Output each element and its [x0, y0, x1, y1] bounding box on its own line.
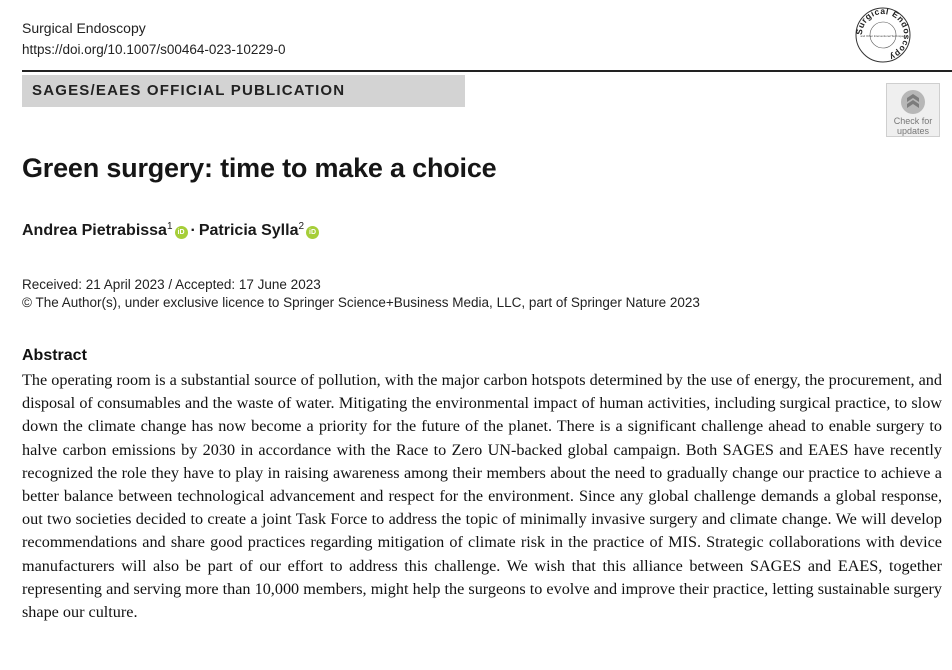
- author-name[interactable]: Andrea Pietrabissa: [22, 222, 167, 239]
- publication-banner: SAGES/EAES OFFICIAL PUBLICATION: [22, 75, 465, 107]
- author-name[interactable]: Patricia Sylla: [198, 222, 299, 239]
- affiliation-number: 1: [166, 221, 173, 232]
- check-updates-line2: updates: [896, 126, 930, 136]
- author-list: [22, 221, 319, 240]
- orcid-icon[interactable]: iD: [175, 226, 188, 239]
- header-rule: [22, 70, 952, 72]
- logo-subtitle: and Other Interventional Techniques: [860, 34, 906, 38]
- check-for-updates-button[interactable]: [886, 83, 940, 137]
- article-title: Green surgery: time to make a choice: [22, 153, 497, 183]
- journal-logo: [852, 4, 914, 66]
- check-updates-line1: Check for: [893, 116, 933, 126]
- author-separator: ·: [190, 222, 196, 239]
- copyright-notice: © The Author(s), under exclusive licence to Springer Science+Business Media, LLC, part of Springer Nature 2023: [22, 295, 700, 310]
- orcid-icon[interactable]: iD: [306, 226, 319, 239]
- affiliation-number: 2: [298, 221, 305, 232]
- article-dates: Received: 21 April 2023 / Accepted: 17 June 2023: [22, 277, 321, 292]
- doi-link[interactable]: https://doi.org/10.1007/s00464-023-10229-0: [22, 42, 286, 57]
- journal-name: Surgical Endoscopy: [22, 20, 146, 36]
- logo-title: Surgical Endoscopy: [853, 5, 913, 63]
- surgical-endoscopy-logo: [852, 4, 914, 66]
- check-for-updates-icon: [898, 88, 928, 116]
- abstract-text: The operating room is a substantial source of pollution, with the major carbon hotspots determined by the use of energy, the procurement, and disposal of consumables and the waste of water. Mitigating the environmental impact of human activities, including surgical practice, to slow down the climate change has now become a priority for the future of the planet. There is a significant challenge ahead to enable surgery to halve carbon emissions by 2030 in accordance with the Race to Zero UN-backed global campaign. Both SAGES and EAES have recently recognized the role they have to play in raising awareness among their members about the need to gradually change our practice to achieve a better balance between technological advancement and respect for the environment. Since any global challenge demands a global response, out two societies decided to create a joint Task Force to address the topic of minimally invasive surgery and climate change. We will develop recommendations and share good practices regarding mitigation of climate risk in the practice of MIS. Strategic collaborations with device manufacturers will also be part of our effort to address this challenge. We wish that this alliance between SAGES and EAES, together representing and serving more than 10,000 members, might help the surgeons to evolve and improve their practice, letting sustainable surgery shape our culture.: [22, 371, 942, 622]
- abstract-heading: Abstract: [22, 347, 87, 364]
